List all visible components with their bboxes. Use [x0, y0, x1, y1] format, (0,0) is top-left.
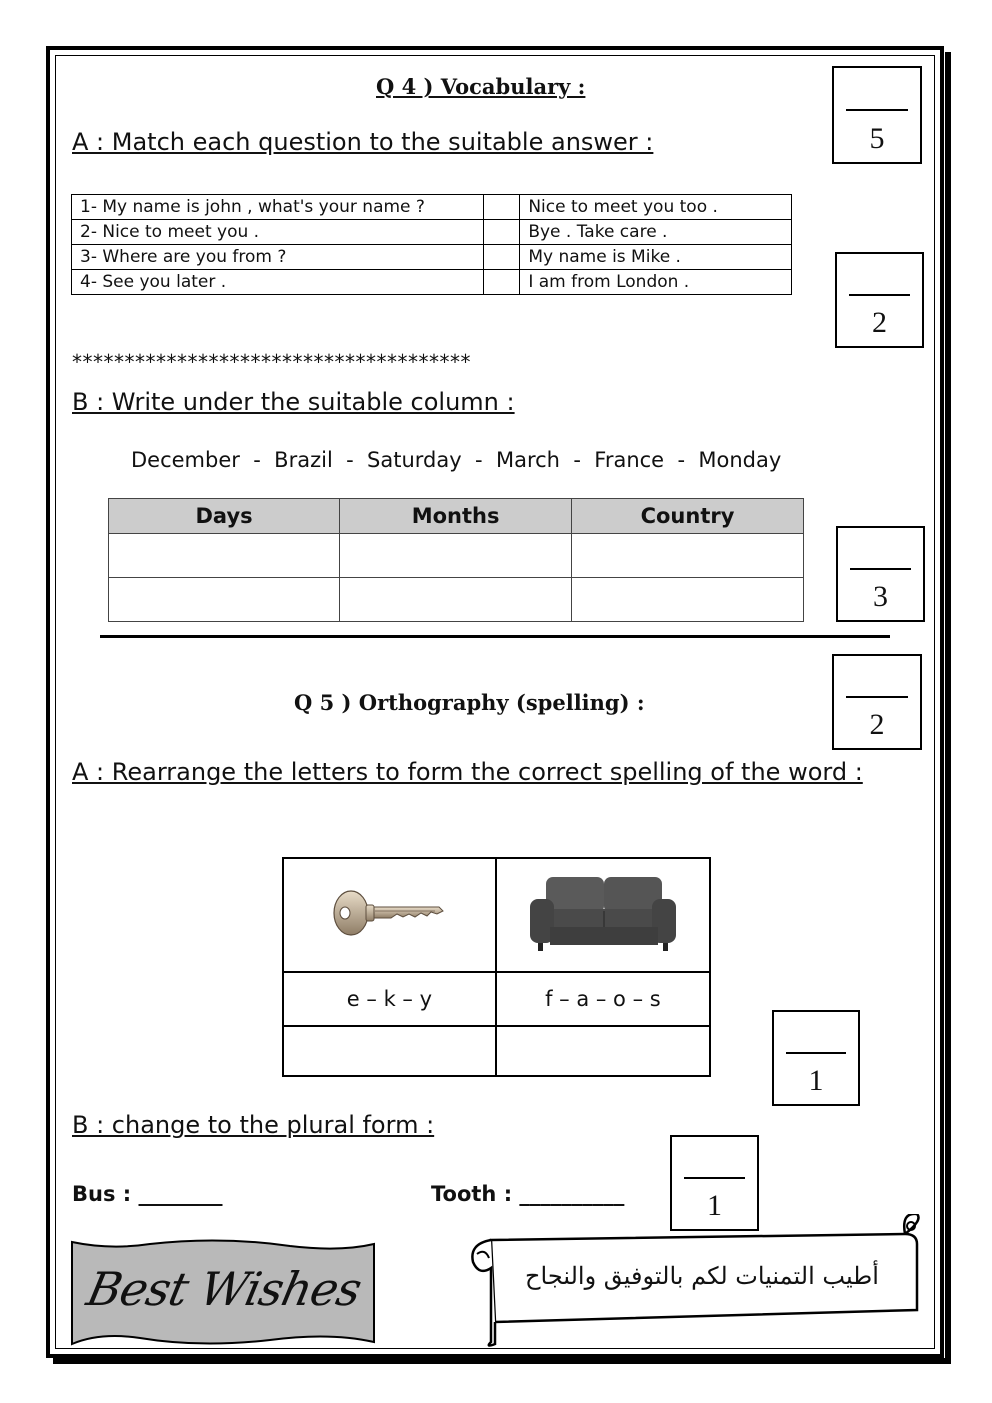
match-question: 2- Nice to meet you . — [72, 220, 484, 245]
table-row — [72, 195, 792, 220]
plural-item-tooth[interactable]: Tooth : __________ — [431, 1182, 625, 1206]
match-table — [71, 194, 792, 295]
q4-b-score-box — [836, 526, 925, 622]
answer-cell[interactable] — [572, 578, 804, 622]
match-answer: My name is Mike . — [520, 245, 792, 270]
q5-score-box — [832, 654, 922, 750]
match-answer: Nice to meet you too . — [520, 195, 792, 220]
answer-cell[interactable] — [109, 534, 340, 578]
best-wishes-text: Best Wishes — [82, 1262, 366, 1316]
score-value: 3 — [873, 580, 888, 613]
table-row — [72, 270, 792, 295]
answer-cell[interactable] — [109, 578, 340, 622]
table-row — [109, 578, 804, 622]
table-row — [72, 245, 792, 270]
q4-b-heading: B : Write under the suitable column : — [72, 388, 515, 416]
word-bank: December - Brazil - Saturday - March - France - Monday — [131, 448, 782, 472]
match-question: 1- My name is john , what's your name ? — [72, 195, 484, 220]
best-wishes-banner — [70, 1236, 376, 1348]
plural-item-bus[interactable]: Bus : ________ — [72, 1182, 223, 1206]
q5-a-heading: A : Rearrange the letters to form the correct spelling of the word : — [72, 758, 863, 786]
sofa-icon — [528, 871, 678, 955]
score-value: 5 — [869, 122, 885, 155]
scrambled-word: e – k – y — [283, 972, 496, 1026]
answer-cell[interactable] — [340, 534, 572, 578]
q4-a-score-box — [835, 252, 924, 348]
sofa-image-cell — [496, 858, 710, 972]
table-row — [283, 858, 710, 972]
match-question: 4- See you later . — [72, 270, 484, 295]
score-value: 2 — [869, 708, 885, 741]
score-line — [786, 1052, 846, 1054]
score-value: 1 — [707, 1189, 722, 1222]
table-row — [283, 1026, 710, 1076]
column-header-country: Country — [572, 499, 804, 534]
score-value: 2 — [872, 306, 887, 339]
match-question: 3- Where are you from ? — [72, 245, 484, 270]
separator-stars: ************************************** — [72, 350, 471, 374]
q4-a-heading: A : Match each question to the suitable answer : — [72, 128, 654, 156]
answer-cell[interactable] — [572, 534, 804, 578]
match-answer: I am from London . — [520, 270, 792, 295]
q5-title: Q 5 ) Orthography (spelling) : — [294, 690, 645, 715]
score-line — [846, 109, 908, 111]
key-icon — [329, 883, 449, 943]
match-answer-slot[interactable] — [484, 245, 520, 270]
table-row — [72, 220, 792, 245]
score-line — [849, 294, 910, 296]
answer-cell[interactable] — [340, 578, 572, 622]
table-row — [109, 534, 804, 578]
q5-b-heading: B : change to the plural form : — [72, 1111, 435, 1139]
answer-cell[interactable] — [496, 1026, 710, 1076]
section-divider — [100, 635, 890, 638]
columns-table — [108, 498, 804, 622]
q5-a-score-box — [772, 1010, 860, 1106]
score-line — [846, 696, 908, 698]
match-answer-slot[interactable] — [484, 195, 520, 220]
table-row — [283, 972, 710, 1026]
q4-title: Q 4 ) Vocabulary : — [376, 74, 586, 99]
spelling-table — [282, 857, 711, 1077]
arabic-scroll — [465, 1214, 927, 1348]
match-answer-slot[interactable] — [484, 220, 520, 245]
score-line — [684, 1177, 745, 1179]
q4-score-box — [832, 66, 922, 164]
key-image-cell — [283, 858, 496, 972]
score-line — [850, 568, 911, 570]
scrambled-word: f – a – o – s — [496, 972, 710, 1026]
match-answer-slot[interactable] — [484, 270, 520, 295]
table-header-row — [109, 499, 804, 534]
score-value: 1 — [808, 1064, 824, 1097]
answer-cell[interactable] — [283, 1026, 496, 1076]
match-answer: Bye . Take care . — [520, 220, 792, 245]
arabic-wish-text: أطيب التمنيات لكم بالتوفيق والنجاح — [525, 1262, 879, 1290]
column-header-days: Days — [109, 499, 340, 534]
column-header-months: Months — [340, 499, 572, 534]
